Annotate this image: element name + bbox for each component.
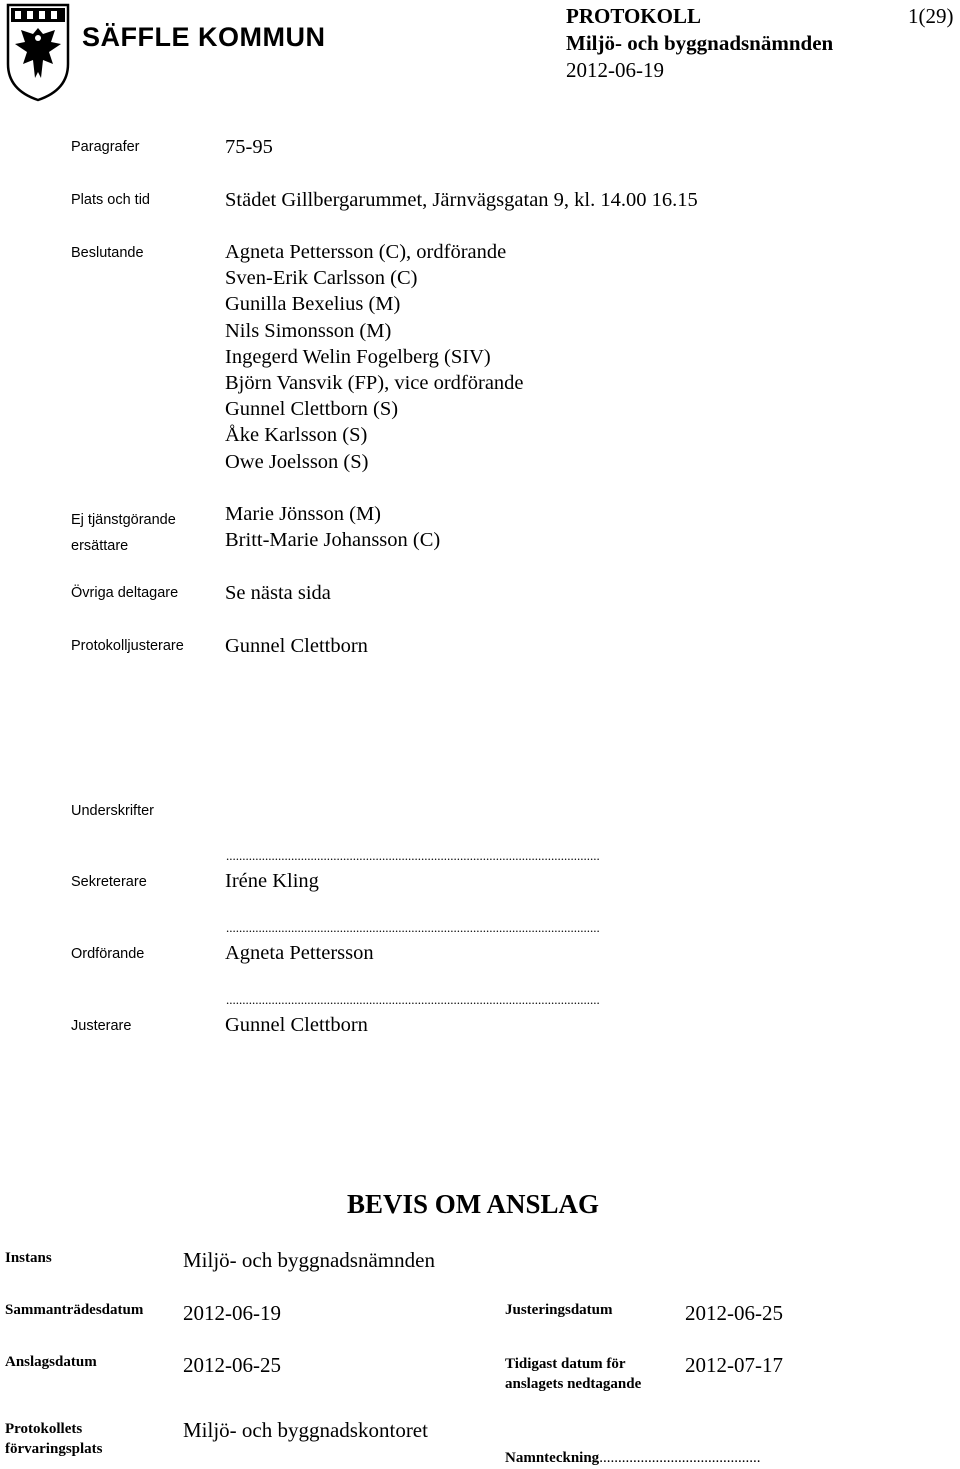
page-number: 1(29) (908, 4, 954, 28)
justeringsdatum-value: 2012-06-25 (685, 1301, 783, 1325)
list-item: Owe Joelsson (S) (225, 450, 369, 473)
sammantradesdatum-value: 2012-06-19 (183, 1301, 281, 1325)
brand-name: SÄFFLE KOMMUN (82, 22, 326, 52)
namnteckning-line (505, 1450, 760, 1467)
beslutande-list (225, 239, 524, 475)
sekreterare-label: Sekreterare (71, 874, 147, 890)
list-item: Sven-Erik Carlsson (C) (225, 267, 418, 290)
list-item: Åke Karlsson (S) (225, 424, 368, 447)
bevis-title: BEVIS OM ANSLAG (347, 1189, 600, 1219)
forvaring-value: Miljö- och byggnadskontoret (183, 1418, 428, 1442)
sekreterare-name: Iréne Kling (225, 870, 319, 892)
paragrafer-value: 75-95 (225, 136, 273, 158)
justerare-name: Gunnel Clettborn (225, 1014, 368, 1036)
list-item: Gunilla Bexelius (M) (225, 293, 401, 316)
list-item: Nils Simonsson (M) (225, 319, 392, 342)
signature-line-ordforande: ................................................................................................................... (226, 920, 600, 935)
namnteckning-dots: ........................................... (599, 1450, 761, 1466)
ovriga-value: Se nästa sida (225, 582, 331, 604)
plats-label: Plats och tid (71, 192, 150, 208)
paragrafer-label: Paragrafer (71, 139, 140, 155)
doc-type: PROTOKOLL (566, 4, 701, 28)
ersattare-label: Ej tjänstgörande ersättare (71, 512, 176, 554)
meeting-date: 2012-06-19 (566, 58, 664, 82)
justeringsdatum-label: Justeringsdatum (505, 1302, 613, 1318)
list-item: Björn Vansvik (FP), vice ordförande (225, 372, 524, 395)
ordforande-label: Ordförande (71, 946, 145, 962)
list-item: Ingegerd Welin Fogelberg (SIV) (225, 345, 491, 368)
list-item: Gunnel Clettborn (S) (225, 398, 399, 421)
forvaring-label: Protokollets förvaringsplats (5, 1421, 103, 1457)
protokolljusterare-label: Protokolljusterare (71, 638, 184, 654)
list-item: Agneta Pettersson (C), ordförande (225, 241, 507, 263)
plats-value: Städet Gillbergarummet, Järnvägsgatan 9, kl. 14.00 16.15 (225, 189, 698, 211)
protokolljusterare-value: Gunnel Clettborn (225, 635, 368, 657)
ersattare-list (225, 501, 440, 553)
list-item: Britt-Marie Johansson (C) (225, 529, 441, 552)
signature-line-sekreterare: ................................................................................................................... (226, 848, 600, 863)
namnteckning-label: Namnteckning (505, 1450, 600, 1466)
anslagsdatum-label: Anslagsdatum (5, 1354, 97, 1370)
justerare-label: Justerare (71, 1018, 132, 1034)
signature-line-justerare: ................................................................................................................... (226, 992, 600, 1007)
ordforande-name: Agneta Pettersson (225, 942, 374, 964)
municipal-coat-of-arms-icon (5, 2, 71, 102)
beslutande-label: Beslutande (71, 245, 144, 261)
committee-name: Miljö- och byggnadsnämnden (566, 31, 834, 55)
instans-value: Miljö- och byggnadsnämnden (183, 1248, 435, 1272)
instans-label: Instans (5, 1250, 52, 1266)
sammantradesdatum-label: Sammanträdesdatum (5, 1302, 144, 1318)
list-item: Marie Jönsson (M) (225, 503, 382, 525)
ovriga-label: Övriga deltagare (71, 585, 179, 601)
anslagsdatum-value: 2012-06-25 (183, 1353, 281, 1377)
underskrifter-title: Underskrifter (71, 803, 154, 819)
tidigast-value: 2012-07-17 (685, 1353, 783, 1377)
tidigast-label: Tidigast datum för anslagets nedtagande (505, 1356, 642, 1392)
